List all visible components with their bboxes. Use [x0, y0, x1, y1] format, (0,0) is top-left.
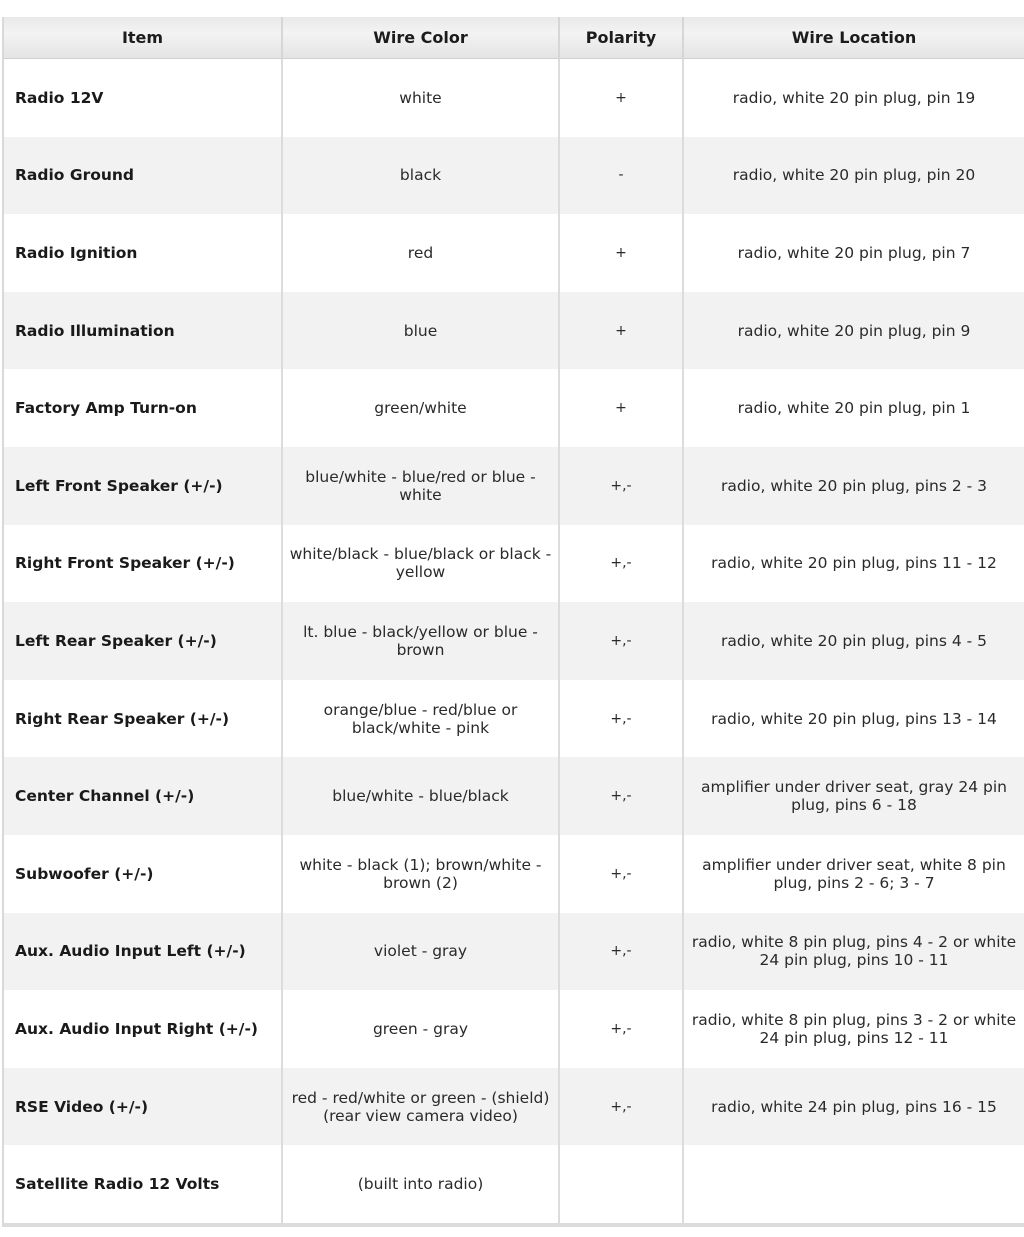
cell-wire-location: amplifier under driver seat, gray 24 pin plug, pins 6 - 18 — [683, 757, 1024, 835]
cell-wire-location: radio, white 20 pin plug, pin 19 — [683, 59, 1024, 137]
cell-item: Radio Ground — [3, 137, 282, 215]
table-row — [3, 369, 1024, 447]
cell-wire-location: radio, white 20 pin plug, pins 13 - 14 — [683, 680, 1024, 758]
cell-wire-location: amplifier under driver seat, white 8 pin plug, pins 2 - 6; 3 - 7 — [683, 835, 1024, 913]
header-wire-location: Wire Location — [683, 17, 1024, 59]
table-row — [3, 680, 1024, 758]
header-polarity: Polarity — [559, 17, 683, 59]
cell-wire-color: green/white — [282, 369, 559, 447]
cell-item: Right Front Speaker (+/-) — [3, 525, 282, 603]
table-row — [3, 292, 1024, 370]
cell-polarity: + — [559, 292, 683, 370]
cell-item: Center Channel (+/-) — [3, 757, 282, 835]
cell-wire-color: blue/white - blue/black — [282, 757, 559, 835]
cell-wire-color: black — [282, 137, 559, 215]
table-header — [3, 17, 1024, 59]
cell-wire-location: radio, white 20 pin plug, pins 11 - 12 — [683, 525, 1024, 603]
cell-polarity: +,- — [559, 913, 683, 991]
table-row — [3, 214, 1024, 292]
cell-item: Factory Amp Turn-on — [3, 369, 282, 447]
cell-polarity: +,- — [559, 447, 683, 525]
table-row — [3, 1145, 1024, 1225]
header-wire-color: Wire Color — [282, 17, 559, 59]
table-row — [3, 990, 1024, 1068]
cell-polarity: +,- — [559, 757, 683, 835]
cell-wire-location: radio, white 8 pin plug, pins 3 - 2 or white 24 pin plug, pins 12 - 11 — [683, 990, 1024, 1068]
table-row — [3, 757, 1024, 835]
cell-wire-color: white — [282, 59, 559, 137]
cell-item: Satellite Radio 12 Volts — [3, 1145, 282, 1225]
table-row — [3, 913, 1024, 991]
cell-polarity: +,- — [559, 680, 683, 758]
cell-wire-color: blue/white - blue/red or blue - white — [282, 447, 559, 525]
table-row — [3, 602, 1024, 680]
cell-polarity: + — [559, 59, 683, 137]
cell-wire-color: orange/blue - red/blue or black/white - pink — [282, 680, 559, 758]
cell-wire-color: (built into radio) — [282, 1145, 559, 1225]
cell-wire-location: radio, white 20 pin plug, pins 2 - 3 — [683, 447, 1024, 525]
cell-item: Left Front Speaker (+/-) — [3, 447, 282, 525]
cell-polarity: +,- — [559, 1068, 683, 1146]
table-row — [3, 835, 1024, 913]
table-row — [3, 59, 1024, 137]
cell-item: Subwoofer (+/-) — [3, 835, 282, 913]
cell-wire-location: radio, white 20 pin plug, pin 1 — [683, 369, 1024, 447]
cell-item: Aux. Audio Input Right (+/-) — [3, 990, 282, 1068]
cell-wire-color: blue — [282, 292, 559, 370]
cell-wire-location: radio, white 8 pin plug, pins 4 - 2 or white 24 pin plug, pins 10 - 11 — [683, 913, 1024, 991]
cell-polarity — [559, 1145, 683, 1225]
cell-wire-location: radio, white 20 pin plug, pin 7 — [683, 214, 1024, 292]
table-row — [3, 525, 1024, 603]
cell-polarity: +,- — [559, 602, 683, 680]
cell-item: Radio 12V — [3, 59, 282, 137]
cell-polarity: +,- — [559, 990, 683, 1068]
table-row — [3, 447, 1024, 525]
cell-polarity: +,- — [559, 835, 683, 913]
table-body — [3, 59, 1024, 1225]
cell-item: Radio Ignition — [3, 214, 282, 292]
cell-item: Right Rear Speaker (+/-) — [3, 680, 282, 758]
cell-wire-color: white - black (1); brown/white - brown (2) — [282, 835, 559, 913]
cell-wire-location: radio, white 20 pin plug, pins 4 - 5 — [683, 602, 1024, 680]
cell-wire-color: white/black - blue/black or black - yellow — [282, 525, 559, 603]
cell-wire-location: radio, white 20 pin plug, pin 9 — [683, 292, 1024, 370]
cell-item: Left Rear Speaker (+/-) — [3, 602, 282, 680]
table-row — [3, 137, 1024, 215]
cell-item: Radio Illumination — [3, 292, 282, 370]
cell-polarity: +,- — [559, 525, 683, 603]
header-row — [3, 17, 1024, 59]
cell-wire-color: violet - gray — [282, 913, 559, 991]
header-item: Item — [3, 17, 282, 59]
cell-polarity: + — [559, 214, 683, 292]
wiring-table-container — [2, 17, 1024, 1227]
cell-wire-color: green - gray — [282, 990, 559, 1068]
cell-wire-location: radio, white 20 pin plug, pin 20 — [683, 137, 1024, 215]
cell-wire-color: red - red/white or green - (shield) (rear view camera video) — [282, 1068, 559, 1146]
cell-polarity: + — [559, 369, 683, 447]
cell-wire-color: lt. blue - black/yellow or blue - brown — [282, 602, 559, 680]
wiring-table — [2, 17, 1024, 1227]
table-row — [3, 1068, 1024, 1146]
cell-wire-location: radio, white 24 pin plug, pins 16 - 15 — [683, 1068, 1024, 1146]
cell-wire-color: red — [282, 214, 559, 292]
cell-item: Aux. Audio Input Left (+/-) — [3, 913, 282, 991]
cell-item: RSE Video (+/-) — [3, 1068, 282, 1146]
cell-wire-location — [683, 1145, 1024, 1225]
cell-polarity: - — [559, 137, 683, 215]
